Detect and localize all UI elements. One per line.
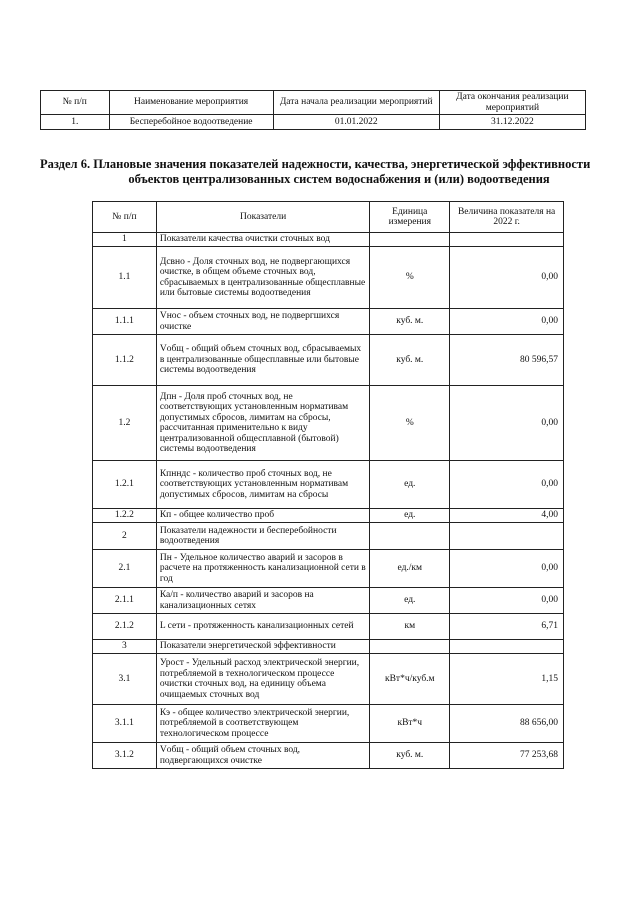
- row-num: 3.1: [93, 654, 157, 705]
- table-row: [93, 705, 564, 743]
- row-num: 1.2.2: [93, 509, 157, 523]
- row-unit: ед.: [370, 588, 450, 614]
- row-indicator-name: Показатели качества очистки сточных вод: [156, 233, 370, 247]
- row-num: 1: [93, 233, 157, 247]
- section-heading: [40, 157, 618, 187]
- row-unit: км: [370, 614, 450, 640]
- activity-name: Бесперебойное водоотведение: [109, 115, 273, 130]
- row-indicator-name: Дпн - Доля проб сточных вод, не соответствующих установленным нормативам допустимых сбросов, лимитам на сбросы, рассчитанная применительно к виду централизованной общесплавной (бытовой) системы водоотведения: [156, 386, 370, 461]
- row-unit: кВт*ч/куб.м: [370, 654, 450, 705]
- row-value: 1,15: [450, 654, 564, 705]
- header-start-date: Дата начала реализации мероприятий: [273, 91, 439, 115]
- activities-row: [41, 115, 586, 130]
- row-value: [450, 640, 564, 654]
- row-value: 0,00: [450, 386, 564, 461]
- row-indicator-name: Показатели энергетической эффективности: [156, 640, 370, 654]
- row-unit: [370, 640, 450, 654]
- row-num: 3.1.1: [93, 705, 157, 743]
- table-row: [93, 640, 564, 654]
- row-indicator-name: Vобщ - общий объем сточных вод, подвергающихся очистке: [156, 743, 370, 769]
- row-num: 3.1.2: [93, 743, 157, 769]
- section-heading-line1: Раздел 6. Плановые значения показателей надежности, качества, энергетической эффективности: [40, 157, 591, 171]
- row-value: 0,00: [450, 550, 564, 588]
- table-row: [93, 523, 564, 550]
- row-value: 6,71: [450, 614, 564, 640]
- table-row: [93, 654, 564, 705]
- row-value: [450, 523, 564, 550]
- activity-end-date: 31.12.2022: [439, 115, 585, 130]
- row-num: 2.1.1: [93, 588, 157, 614]
- table-row: [93, 386, 564, 461]
- row-unit: куб. м.: [370, 743, 450, 769]
- table-row: [93, 509, 564, 523]
- row-unit: куб. м.: [370, 335, 450, 386]
- header-activity-name: Наименование мероприятия: [109, 91, 273, 115]
- table-row: [93, 335, 564, 386]
- table-row: [93, 233, 564, 247]
- row-indicator-name: Кп - общее количество проб: [156, 509, 370, 523]
- row-unit: %: [370, 247, 450, 309]
- header-value: Величина показателя на 2022 г.: [450, 202, 564, 233]
- row-indicator-name: L сети - протяженность канализационных сетей: [156, 614, 370, 640]
- section-heading-line2: объектов централизованных систем водоснабжения и (или) водоотведения: [128, 172, 550, 186]
- row-unit: ед.: [370, 509, 450, 523]
- row-num: 1.2.1: [93, 461, 157, 509]
- table-row: [93, 588, 564, 614]
- row-value: 4,00: [450, 509, 564, 523]
- table-row: [93, 550, 564, 588]
- row-value: 88 656,00: [450, 705, 564, 743]
- row-num: 2.1.2: [93, 614, 157, 640]
- row-value: 77 253,68: [450, 743, 564, 769]
- indicators-table: [92, 201, 564, 769]
- row-indicator-name: Урост - Удельный расход электрической энергии, потребляемой в технологическом процессе очистки сточных вод, на единицу объема очищаемых сточных вод: [156, 654, 370, 705]
- row-unit: [370, 523, 450, 550]
- row-unit: %: [370, 386, 450, 461]
- header-unit: Единица измерения: [370, 202, 450, 233]
- row-num: 1.1.2: [93, 335, 157, 386]
- table-row: [93, 309, 564, 335]
- table-row: [93, 461, 564, 509]
- row-indicator-name: Кэ - общее количество электрической энергии, потребляемой в соответствующем технологическом процессе: [156, 705, 370, 743]
- row-indicator-name: Дсвно - Доля сточных вод, не подвергающихся очистке, в общем объеме сточных вод, сбрасываемых в централизованные общесплавные или бытовые системы водоотведения: [156, 247, 370, 309]
- header-indicators: Показатели: [156, 202, 370, 233]
- row-indicator-name: Vобщ - общий объем сточных вод, сбрасываемых в централизованные общесплавные или бытовые системы водоотведения: [156, 335, 370, 386]
- activity-num: 1.: [41, 115, 110, 130]
- row-unit: ед.: [370, 461, 450, 509]
- activities-header-row: [41, 91, 586, 115]
- row-value: 0,00: [450, 247, 564, 309]
- activities-table: [40, 90, 586, 130]
- row-num: 1.2: [93, 386, 157, 461]
- table-row: [93, 743, 564, 769]
- row-indicator-name: Vнос - объем сточных вод, не подвергшихся очистке: [156, 309, 370, 335]
- table-row: [93, 247, 564, 309]
- row-unit: кВт*ч: [370, 705, 450, 743]
- activity-start-date: 01.01.2022: [273, 115, 439, 130]
- row-unit: [370, 233, 450, 247]
- header-end-date: Дата окончания реализации мероприятий: [439, 91, 585, 115]
- indicators-header-row: [93, 202, 564, 233]
- row-num: 3: [93, 640, 157, 654]
- row-num: 2.1: [93, 550, 157, 588]
- row-indicator-name: Показатели надежности и бесперебойности водоотведения: [156, 523, 370, 550]
- row-indicator-name: Ка/п - количество аварий и засоров на канализационных сетях: [156, 588, 370, 614]
- row-indicator-name: Кпнндс - количество проб сточных вод, не соответствующих установленным нормативам допустимых сбросов, лимитам на сбросы: [156, 461, 370, 509]
- row-value: 80 596,57: [450, 335, 564, 386]
- header-num: № п/п: [41, 91, 110, 115]
- row-value: 0,00: [450, 588, 564, 614]
- row-value: 0,00: [450, 461, 564, 509]
- row-unit: ед./км: [370, 550, 450, 588]
- table-row: [93, 614, 564, 640]
- row-unit: куб. м.: [370, 309, 450, 335]
- row-num: 1.1: [93, 247, 157, 309]
- row-num: 1.1.1: [93, 309, 157, 335]
- row-indicator-name: Пн - Удельное количество аварий и засоров в расчете на протяженность канализационной сети в год: [156, 550, 370, 588]
- row-value: 0,00: [450, 309, 564, 335]
- row-num: 2: [93, 523, 157, 550]
- row-value: [450, 233, 564, 247]
- header-num: № п/п: [93, 202, 157, 233]
